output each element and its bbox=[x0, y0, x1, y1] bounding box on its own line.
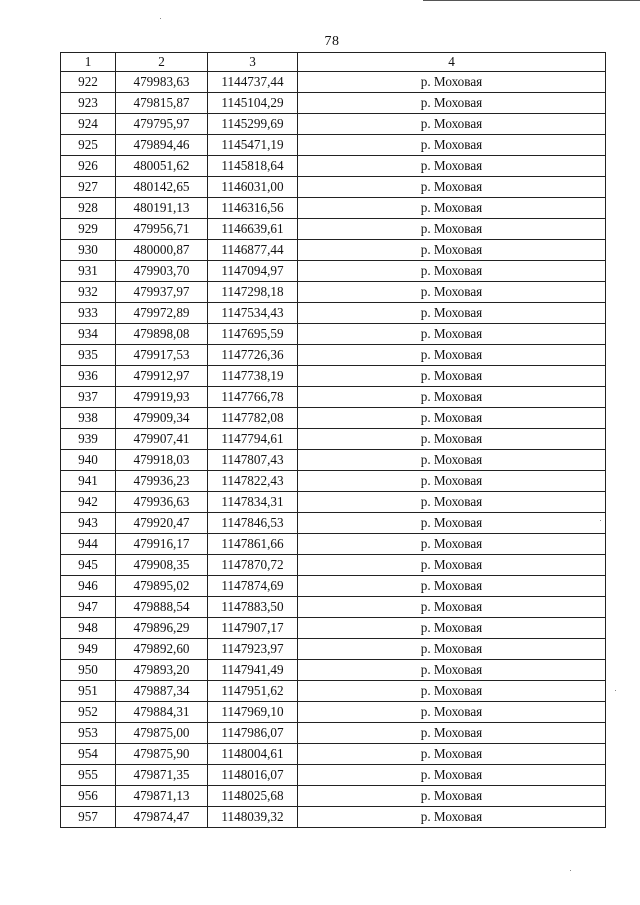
point-number-cell: 953 bbox=[61, 723, 116, 744]
y-coordinate-cell: 1147834,31 bbox=[208, 492, 298, 513]
table-row bbox=[61, 198, 606, 219]
y-coordinate-cell: 1146877,44 bbox=[208, 240, 298, 261]
point-number-cell: 944 bbox=[61, 534, 116, 555]
x-coordinate-cell: 479874,47 bbox=[116, 807, 208, 828]
description-cell: р. Моховая bbox=[298, 93, 606, 114]
column-header-4: 4 bbox=[298, 53, 606, 72]
y-coordinate-cell: 1145471,19 bbox=[208, 135, 298, 156]
description-cell: р. Моховая bbox=[298, 702, 606, 723]
x-coordinate-cell: 480051,62 bbox=[116, 156, 208, 177]
y-coordinate-cell: 1147907,17 bbox=[208, 618, 298, 639]
x-coordinate-cell: 479916,17 bbox=[116, 534, 208, 555]
point-number-cell: 938 bbox=[61, 408, 116, 429]
y-coordinate-cell: 1148039,32 bbox=[208, 807, 298, 828]
description-cell: р. Моховая bbox=[298, 639, 606, 660]
y-coordinate-cell: 1145299,69 bbox=[208, 114, 298, 135]
column-header-1: 1 bbox=[61, 53, 116, 72]
point-number-cell: 950 bbox=[61, 660, 116, 681]
description-cell: р. Моховая bbox=[298, 618, 606, 639]
x-coordinate-cell: 479898,08 bbox=[116, 324, 208, 345]
point-number-cell: 954 bbox=[61, 744, 116, 765]
table-row bbox=[61, 807, 606, 828]
y-coordinate-cell: 1147534,43 bbox=[208, 303, 298, 324]
table-row bbox=[61, 345, 606, 366]
description-cell: р. Моховая bbox=[298, 72, 606, 93]
y-coordinate-cell: 1147794,61 bbox=[208, 429, 298, 450]
description-cell: р. Моховая bbox=[298, 408, 606, 429]
point-number-cell: 945 bbox=[61, 555, 116, 576]
description-cell: р. Моховая bbox=[298, 723, 606, 744]
column-header-3: 3 bbox=[208, 53, 298, 72]
table-row bbox=[61, 786, 606, 807]
point-number-cell: 937 bbox=[61, 387, 116, 408]
description-cell: р. Моховая bbox=[298, 492, 606, 513]
description-cell: р. Моховая bbox=[298, 282, 606, 303]
table-row bbox=[61, 114, 606, 135]
table-row bbox=[61, 240, 606, 261]
y-coordinate-cell: 1147969,10 bbox=[208, 702, 298, 723]
table-row bbox=[61, 156, 606, 177]
y-coordinate-cell: 1148016,07 bbox=[208, 765, 298, 786]
scan-speck bbox=[160, 18, 161, 19]
y-coordinate-cell: 1144737,44 bbox=[208, 72, 298, 93]
x-coordinate-cell: 479871,13 bbox=[116, 786, 208, 807]
y-coordinate-cell: 1147766,78 bbox=[208, 387, 298, 408]
description-cell: р. Моховая bbox=[298, 324, 606, 345]
table-row bbox=[61, 639, 606, 660]
x-coordinate-cell: 479893,20 bbox=[116, 660, 208, 681]
description-cell: р. Моховая bbox=[298, 576, 606, 597]
description-cell: р. Моховая bbox=[298, 135, 606, 156]
point-number-cell: 936 bbox=[61, 366, 116, 387]
description-cell: р. Моховая bbox=[298, 429, 606, 450]
x-coordinate-cell: 480000,87 bbox=[116, 240, 208, 261]
y-coordinate-cell: 1147094,97 bbox=[208, 261, 298, 282]
x-coordinate-cell: 479884,31 bbox=[116, 702, 208, 723]
description-cell: р. Моховая bbox=[298, 219, 606, 240]
table-row bbox=[61, 219, 606, 240]
x-coordinate-cell: 479875,90 bbox=[116, 744, 208, 765]
x-coordinate-cell: 479896,29 bbox=[116, 618, 208, 639]
table-row bbox=[61, 408, 606, 429]
description-cell: р. Моховая bbox=[298, 786, 606, 807]
point-number-cell: 929 bbox=[61, 219, 116, 240]
table-row bbox=[61, 534, 606, 555]
x-coordinate-cell: 479871,35 bbox=[116, 765, 208, 786]
y-coordinate-cell: 1147941,49 bbox=[208, 660, 298, 681]
y-coordinate-cell: 1146031,00 bbox=[208, 177, 298, 198]
y-coordinate-cell: 1147726,36 bbox=[208, 345, 298, 366]
point-number-cell: 946 bbox=[61, 576, 116, 597]
x-coordinate-cell: 479936,63 bbox=[116, 492, 208, 513]
point-number-cell: 935 bbox=[61, 345, 116, 366]
table-row bbox=[61, 93, 606, 114]
y-coordinate-cell: 1147298,18 bbox=[208, 282, 298, 303]
description-cell: р. Моховая bbox=[298, 366, 606, 387]
table-row bbox=[61, 366, 606, 387]
description-cell: р. Моховая bbox=[298, 198, 606, 219]
x-coordinate-cell: 479937,97 bbox=[116, 282, 208, 303]
y-coordinate-cell: 1147870,72 bbox=[208, 555, 298, 576]
table-row bbox=[61, 282, 606, 303]
x-coordinate-cell: 479887,34 bbox=[116, 681, 208, 702]
x-coordinate-cell: 479875,00 bbox=[116, 723, 208, 744]
table-row bbox=[61, 492, 606, 513]
point-number-cell: 928 bbox=[61, 198, 116, 219]
table-header-row bbox=[61, 53, 606, 72]
x-coordinate-cell: 479972,89 bbox=[116, 303, 208, 324]
table-row bbox=[61, 513, 606, 534]
point-number-cell: 941 bbox=[61, 471, 116, 492]
x-coordinate-cell: 479908,35 bbox=[116, 555, 208, 576]
x-coordinate-cell: 479919,93 bbox=[116, 387, 208, 408]
table-row bbox=[61, 765, 606, 786]
table-row bbox=[61, 660, 606, 681]
y-coordinate-cell: 1147822,43 bbox=[208, 471, 298, 492]
table-row bbox=[61, 135, 606, 156]
description-cell: р. Моховая bbox=[298, 807, 606, 828]
table-row bbox=[61, 387, 606, 408]
y-coordinate-cell: 1146639,61 bbox=[208, 219, 298, 240]
x-coordinate-cell: 479892,60 bbox=[116, 639, 208, 660]
table-row bbox=[61, 429, 606, 450]
x-coordinate-cell: 479888,54 bbox=[116, 597, 208, 618]
point-number-cell: 956 bbox=[61, 786, 116, 807]
description-cell: р. Моховая bbox=[298, 765, 606, 786]
x-coordinate-cell: 479894,46 bbox=[116, 135, 208, 156]
x-coordinate-cell: 479907,41 bbox=[116, 429, 208, 450]
point-number-cell: 931 bbox=[61, 261, 116, 282]
description-cell: р. Моховая bbox=[298, 177, 606, 198]
x-coordinate-cell: 479920,47 bbox=[116, 513, 208, 534]
point-number-cell: 932 bbox=[61, 282, 116, 303]
x-coordinate-cell: 479795,97 bbox=[116, 114, 208, 135]
x-coordinate-cell: 479895,02 bbox=[116, 576, 208, 597]
table-row bbox=[61, 324, 606, 345]
x-coordinate-cell: 479815,87 bbox=[116, 93, 208, 114]
table-row bbox=[61, 72, 606, 93]
table-row bbox=[61, 744, 606, 765]
description-cell: р. Моховая bbox=[298, 555, 606, 576]
point-number-cell: 947 bbox=[61, 597, 116, 618]
scan-speck bbox=[570, 870, 571, 871]
point-number-cell: 926 bbox=[61, 156, 116, 177]
column-header-2: 2 bbox=[116, 53, 208, 72]
point-number-cell: 927 bbox=[61, 177, 116, 198]
y-coordinate-cell: 1147807,43 bbox=[208, 450, 298, 471]
table-row bbox=[61, 303, 606, 324]
description-cell: р. Моховая bbox=[298, 471, 606, 492]
table-row bbox=[61, 597, 606, 618]
point-number-cell: 942 bbox=[61, 492, 116, 513]
description-cell: р. Моховая bbox=[298, 450, 606, 471]
scan-speck bbox=[615, 690, 616, 691]
point-number-cell: 922 bbox=[61, 72, 116, 93]
description-cell: р. Моховая bbox=[298, 660, 606, 681]
y-coordinate-cell: 1147951,62 bbox=[208, 681, 298, 702]
point-number-cell: 949 bbox=[61, 639, 116, 660]
page-number: 78 bbox=[324, 34, 340, 49]
scan-speck bbox=[600, 520, 601, 521]
description-cell: р. Моховая bbox=[298, 303, 606, 324]
x-coordinate-cell: 480142,65 bbox=[116, 177, 208, 198]
description-cell: р. Моховая bbox=[298, 114, 606, 135]
table-row bbox=[61, 261, 606, 282]
y-coordinate-cell: 1147782,08 bbox=[208, 408, 298, 429]
table-row bbox=[61, 177, 606, 198]
y-coordinate-cell: 1147738,19 bbox=[208, 366, 298, 387]
y-coordinate-cell: 1146316,56 bbox=[208, 198, 298, 219]
x-coordinate-cell: 479956,71 bbox=[116, 219, 208, 240]
point-number-cell: 951 bbox=[61, 681, 116, 702]
description-cell: р. Моховая bbox=[298, 261, 606, 282]
table-row bbox=[61, 723, 606, 744]
y-coordinate-cell: 1147695,59 bbox=[208, 324, 298, 345]
point-number-cell: 933 bbox=[61, 303, 116, 324]
point-number-cell: 925 bbox=[61, 135, 116, 156]
y-coordinate-cell: 1147874,69 bbox=[208, 576, 298, 597]
description-cell: р. Моховая bbox=[298, 240, 606, 261]
x-coordinate-cell: 479983,63 bbox=[116, 72, 208, 93]
point-number-cell: 952 bbox=[61, 702, 116, 723]
y-coordinate-cell: 1147861,66 bbox=[208, 534, 298, 555]
point-number-cell: 939 bbox=[61, 429, 116, 450]
y-coordinate-cell: 1147846,53 bbox=[208, 513, 298, 534]
point-number-cell: 924 bbox=[61, 114, 116, 135]
description-cell: р. Моховая bbox=[298, 744, 606, 765]
y-coordinate-cell: 1145818,64 bbox=[208, 156, 298, 177]
x-coordinate-cell: 479909,34 bbox=[116, 408, 208, 429]
point-number-cell: 943 bbox=[61, 513, 116, 534]
y-coordinate-cell: 1148025,68 bbox=[208, 786, 298, 807]
description-cell: р. Моховая bbox=[298, 597, 606, 618]
y-coordinate-cell: 1147923,97 bbox=[208, 639, 298, 660]
table-row bbox=[61, 555, 606, 576]
table-body bbox=[61, 72, 606, 828]
x-coordinate-cell: 479917,53 bbox=[116, 345, 208, 366]
x-coordinate-cell: 479918,03 bbox=[116, 450, 208, 471]
y-coordinate-cell: 1148004,61 bbox=[208, 744, 298, 765]
point-number-cell: 948 bbox=[61, 618, 116, 639]
description-cell: р. Моховая bbox=[298, 513, 606, 534]
x-coordinate-cell: 479936,23 bbox=[116, 471, 208, 492]
point-number-cell: 955 bbox=[61, 765, 116, 786]
point-number-cell: 934 bbox=[61, 324, 116, 345]
table-row bbox=[61, 618, 606, 639]
point-number-cell: 930 bbox=[61, 240, 116, 261]
description-cell: р. Моховая bbox=[298, 345, 606, 366]
description-cell: р. Моховая bbox=[298, 534, 606, 555]
description-cell: р. Моховая bbox=[298, 156, 606, 177]
table-row bbox=[61, 576, 606, 597]
table-row bbox=[61, 702, 606, 723]
point-number-cell: 957 bbox=[61, 807, 116, 828]
y-coordinate-cell: 1147986,07 bbox=[208, 723, 298, 744]
y-coordinate-cell: 1147883,50 bbox=[208, 597, 298, 618]
point-number-cell: 923 bbox=[61, 93, 116, 114]
x-coordinate-cell: 479912,97 bbox=[116, 366, 208, 387]
point-number-cell: 940 bbox=[61, 450, 116, 471]
table-row bbox=[61, 681, 606, 702]
x-coordinate-cell: 479903,70 bbox=[116, 261, 208, 282]
table-row bbox=[61, 471, 606, 492]
scan-edge-line bbox=[423, 0, 640, 1]
y-coordinate-cell: 1145104,29 bbox=[208, 93, 298, 114]
description-cell: р. Моховая bbox=[298, 681, 606, 702]
table-row bbox=[61, 450, 606, 471]
coordinates-table bbox=[60, 52, 606, 828]
x-coordinate-cell: 480191,13 bbox=[116, 198, 208, 219]
description-cell: р. Моховая bbox=[298, 387, 606, 408]
